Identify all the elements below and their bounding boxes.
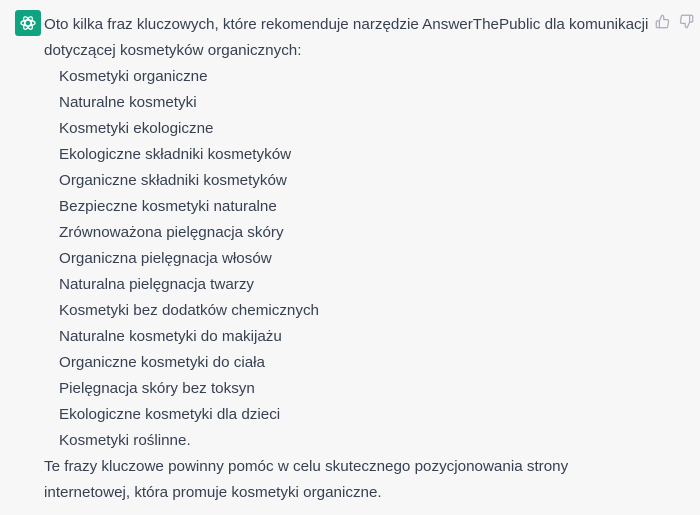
list-item: Ekologiczne kosmetyki dla dzieci bbox=[59, 406, 281, 423]
list-item: Naturalne kosmetyki bbox=[59, 94, 197, 111]
list-item: Kosmetyki roślinne. bbox=[59, 432, 191, 449]
like-button[interactable] bbox=[654, 13, 670, 29]
message-outro: Te frazy kluczowe powinny pomóc w celu skutecznego pozycjonowania strony internetowej, która promuje kosmetyki organiczne. bbox=[44, 458, 569, 501]
list-item: Kosmetyki organiczne bbox=[59, 68, 208, 85]
list-item: Naturalna pielęgnacja twarzy bbox=[59, 276, 255, 293]
message-content bbox=[44, 12, 649, 506]
list-item: Kosmetyki bez dodatków chemicznych bbox=[59, 302, 319, 319]
message-actions bbox=[654, 13, 694, 29]
openai-logo-icon bbox=[18, 13, 38, 33]
list-item: Ekologiczne składniki kosmetyków bbox=[59, 146, 292, 163]
list-item: Zrównoważona pielęgnacja skóry bbox=[59, 224, 284, 241]
dislike-button[interactable] bbox=[678, 13, 694, 29]
list-item: Organiczne składniki kosmetyków bbox=[59, 172, 287, 189]
list-item: Pielęgnacja skóry bez toksyn bbox=[59, 380, 255, 397]
thumbs-down-icon bbox=[679, 14, 694, 29]
list-item: Organiczna pielęgnacja włosów bbox=[59, 250, 272, 267]
message-intro: Oto kilka fraz kluczowych, które rekomenduje narzędzie AnswerThePublic dla komunikacji dotyczącej kosmetyków organicznych: bbox=[44, 16, 649, 59]
list-item: Kosmetyki ekologiczne bbox=[59, 120, 214, 137]
thumbs-up-icon bbox=[655, 14, 670, 29]
list-item: Bezpieczne kosmetyki naturalne bbox=[59, 198, 277, 215]
keyword-list bbox=[44, 64, 649, 454]
list-item: Organiczne kosmetyki do ciała bbox=[59, 354, 265, 371]
assistant-avatar bbox=[15, 10, 41, 36]
list-item: Naturalne kosmetyki do makijażu bbox=[59, 328, 282, 345]
